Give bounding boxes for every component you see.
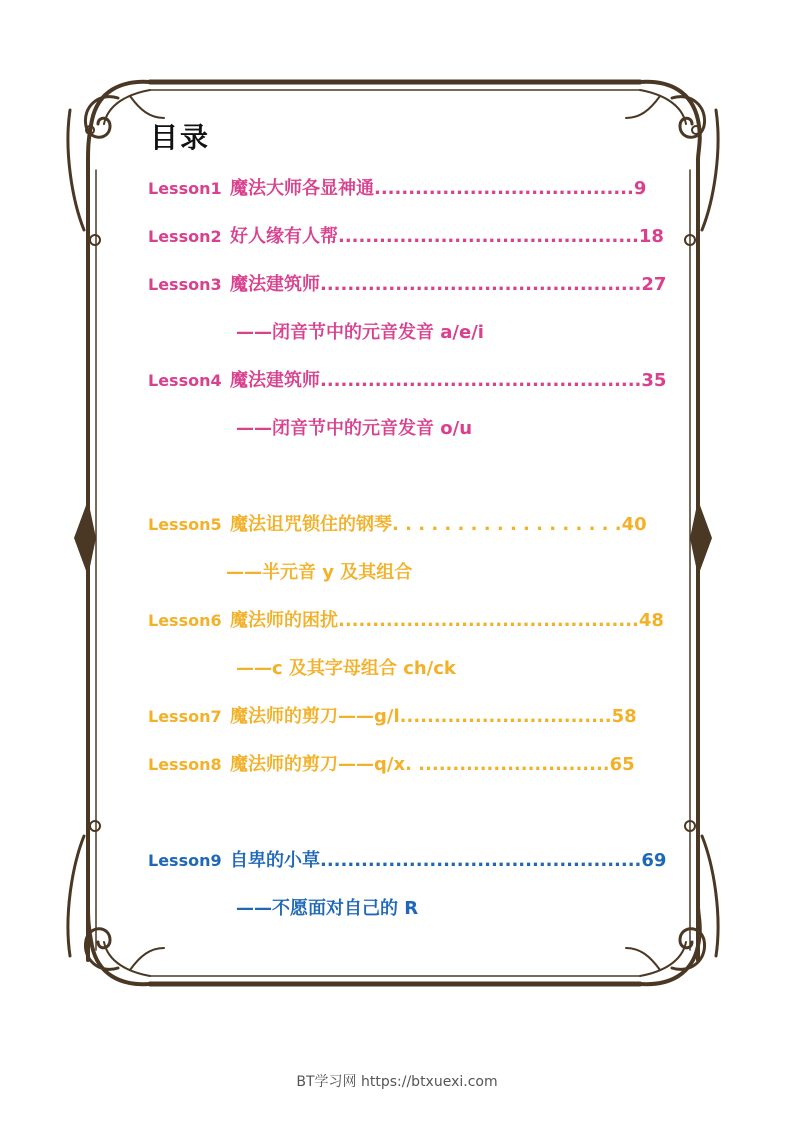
lesson-number: Lesson8: [148, 755, 222, 774]
lesson-title: 魔法师的剪刀——g/l: [230, 706, 400, 727]
leader-dots: ...............................................: [320, 274, 642, 295]
leader-dots: ...............................................: [320, 370, 642, 391]
toc-subtitle: ——不愿面对自己的 R: [236, 898, 419, 919]
leader-dots: ...............................................: [320, 850, 642, 871]
toc-entry[interactable]: [148, 846, 666, 872]
lesson-title: 自卑的小草: [230, 850, 320, 871]
toc-entry[interactable]: [148, 702, 637, 728]
lesson-number: Lesson6: [148, 611, 222, 630]
lesson-number: Lesson4: [148, 371, 222, 390]
page-title: 目录: [150, 121, 211, 154]
leader-dots: ............................................: [338, 610, 639, 631]
lesson-number: Lesson9: [148, 851, 222, 870]
leader-dots: . ............................: [405, 754, 610, 775]
lesson-number: Lesson1: [148, 179, 222, 198]
toc-entry[interactable]: [148, 606, 664, 632]
page-number: 35: [641, 370, 667, 391]
leader-dots: . . . . . . . . . . . . . . . . . .: [392, 514, 622, 535]
page-number: 65: [609, 754, 635, 775]
lesson-number: Lesson3: [148, 275, 222, 294]
page-number: 40: [621, 514, 647, 535]
footer-watermark: BT学习网 https://btxuexi.com: [296, 1074, 498, 1090]
lesson-title: 魔法诅咒锁住的钢琴: [230, 514, 392, 535]
toc-entry[interactable]: [148, 222, 664, 248]
lesson-title: 魔法师的困扰: [230, 610, 338, 631]
lesson-title: 魔法师的剪刀——q/x: [230, 754, 406, 775]
lesson-number: Lesson7: [148, 707, 222, 726]
toc-entry[interactable]: [148, 174, 646, 200]
page-number: 58: [611, 706, 637, 727]
page-number: 27: [641, 274, 667, 295]
toc-subtitle: ——闭音节中的元音发音 o/u: [236, 418, 473, 439]
toc-subtitle: ——半元音 y 及其组合: [226, 562, 413, 583]
lesson-title: 魔法建筑师: [230, 274, 320, 295]
page-number: 69: [641, 850, 667, 871]
lesson-title: 好人缘有人帮: [230, 226, 338, 247]
lesson-title: 魔法建筑师: [230, 370, 320, 391]
lesson-number: Lesson5: [148, 515, 222, 534]
page-number: 48: [638, 610, 664, 631]
toc-entry[interactable]: [148, 366, 666, 392]
page-number: 18: [638, 226, 664, 247]
leader-dots: ............................................: [338, 226, 639, 247]
leader-dots: ......................................: [374, 178, 634, 199]
page-number: 9: [633, 178, 647, 199]
toc-entry[interactable]: [148, 750, 635, 776]
toc-entry[interactable]: [148, 270, 666, 296]
toc-subtitle: ——c 及其字母组合 ch/ck: [236, 658, 456, 679]
toc-subtitle: ——闭音节中的元音发音 a/e/i: [236, 322, 484, 343]
lesson-number: Lesson2: [148, 227, 222, 246]
leader-dots: ...............................: [399, 706, 612, 727]
lesson-title: 魔法大师各显神通: [230, 178, 374, 199]
toc-entry[interactable]: [148, 510, 647, 536]
